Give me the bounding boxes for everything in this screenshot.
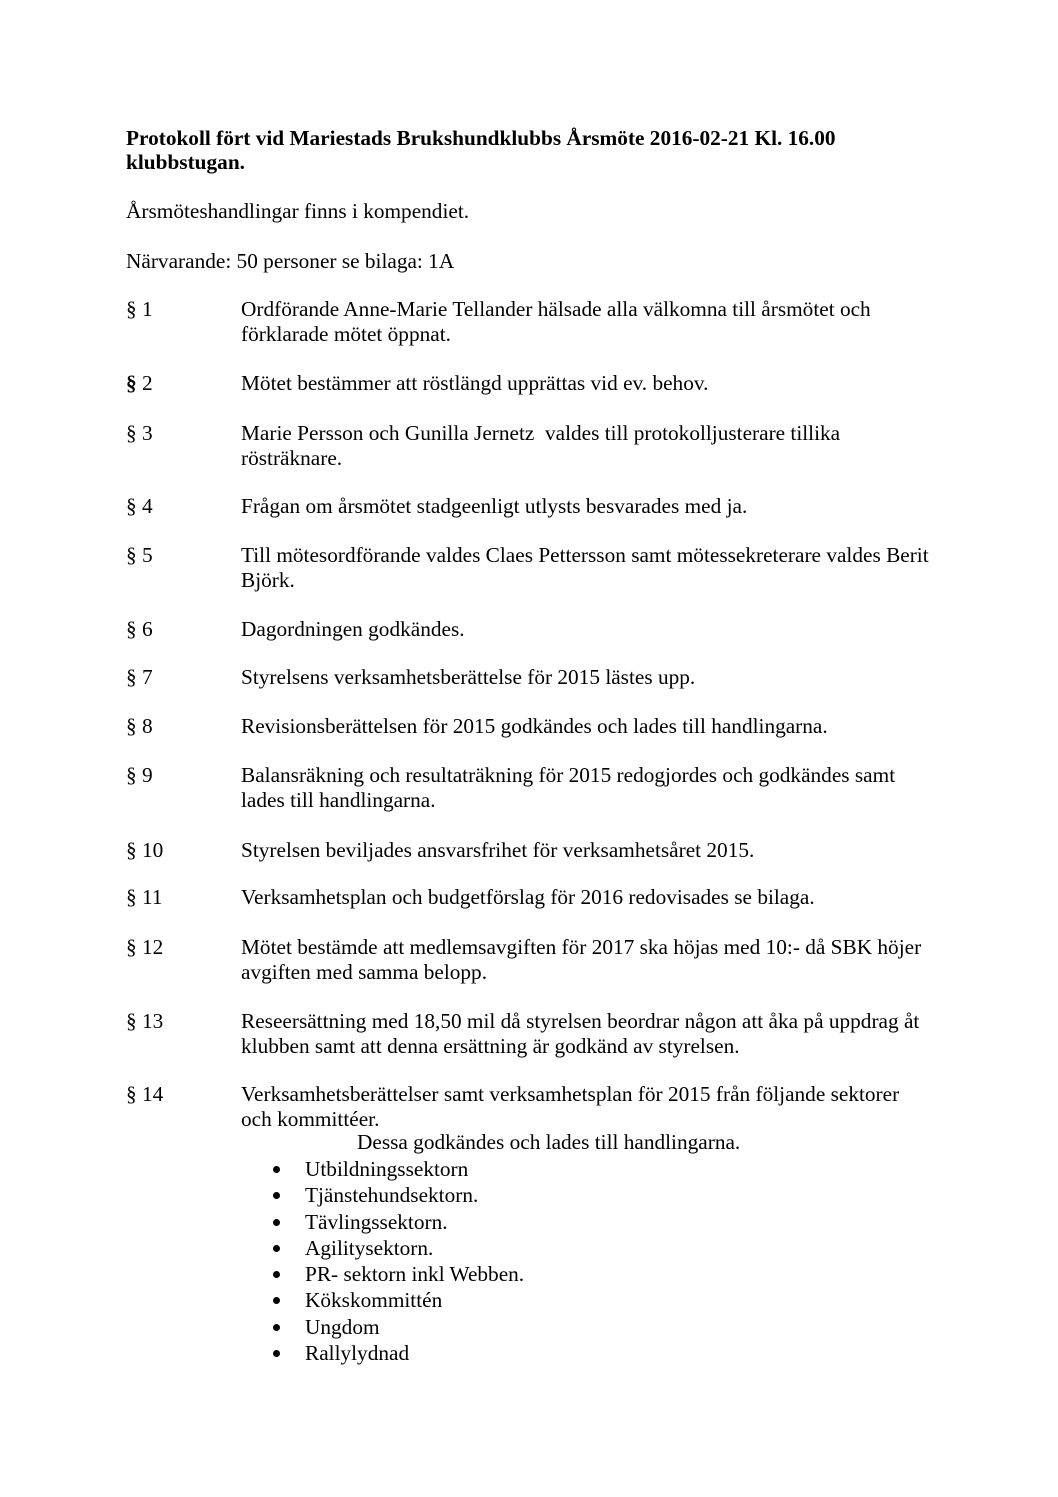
section-number [126, 421, 153, 446]
list-item-label: Agilitysektorn. [305, 1235, 434, 1260]
section-symbol: § [126, 1082, 137, 1106]
section-text-line: Till mötesordförande valdes Claes Pettersson samt mötessekreterare valdes Berit [241, 543, 929, 567]
list-item [0, 1287, 700, 1313]
section-number-value: 3 [141, 421, 153, 445]
bullet-icon [273, 1297, 280, 1304]
section-text [241, 297, 871, 347]
section-text [241, 714, 828, 739]
list-item [0, 1235, 700, 1261]
section-text [241, 665, 695, 690]
section-number-value: 4 [141, 494, 153, 518]
section-text [241, 617, 465, 642]
section-number-value: 12 [141, 935, 164, 959]
list-item-label: Utbildningssektorn [305, 1157, 469, 1181]
section-symbol: § [126, 838, 137, 862]
section-text-line: avgiften med samma belopp. [241, 960, 488, 984]
section-number-value: 6 [141, 617, 153, 641]
section-number [126, 665, 153, 690]
section-symbol: § [126, 935, 137, 959]
sector-committee-list [0, 1156, 700, 1366]
section-number [126, 297, 153, 322]
document-title [126, 126, 836, 174]
section-number-value: 7 [141, 665, 153, 689]
list-item [0, 1314, 700, 1340]
intro-attendance: Närvarande: 50 personer se bilaga: 1A [126, 249, 455, 273]
section-number-value: 5 [141, 543, 153, 567]
section-number [126, 1082, 163, 1107]
section-number-value: 10 [141, 838, 164, 862]
section-text [241, 494, 747, 519]
section-text [241, 763, 895, 813]
section-number [126, 371, 153, 396]
bullet-icon [273, 1245, 280, 1252]
section-symbol: § [126, 763, 137, 787]
list-item [0, 1209, 700, 1235]
list-item-label: PR- sektorn inkl Webben. [305, 1262, 525, 1287]
section-symbol: § [126, 714, 137, 738]
section-text-line: Verksamhetsplan och budgetförslag för 2016 redovisades se bilaga. [241, 885, 815, 909]
bullet-icon [273, 1219, 280, 1226]
section-text-line: Ordförande Anne-Marie Tellander hälsade alla välkomna till årsmötet och [241, 297, 871, 321]
list-item [0, 1340, 700, 1366]
section-symbol: § [126, 371, 137, 395]
list-item [0, 1182, 700, 1208]
bullet-icon [273, 1271, 280, 1278]
section-number-value: 9 [141, 763, 153, 787]
section-number-value: 11 [141, 885, 163, 909]
section-text-line: Frågan om årsmötet stadgeenligt utlysts besvarades med ja. [241, 494, 748, 518]
document-title-line: Protokoll fört vid Mariestads Brukshundklubbs Årsmöte 2016-02-21 Kl. 16.00 [126, 126, 836, 150]
list-item-label: Rallylydnad [305, 1341, 410, 1366]
section-number [126, 885, 163, 910]
list-item-label: Tjänstehundsektorn. [305, 1183, 479, 1208]
section-number-value: 2 [141, 371, 153, 395]
section-text [241, 421, 840, 471]
section-text [241, 543, 929, 593]
section-text-line: Björk. [241, 568, 295, 592]
section-text-line: förklarade mötet öppnat. [241, 322, 451, 346]
bullet-icon [273, 1324, 280, 1331]
section-symbol: § [126, 543, 137, 567]
section-number-value: 1 [141, 297, 153, 321]
section-text-line: Styrelsens verksamhetsberättelse för 2015 lästes upp. [241, 665, 696, 689]
section-text-line: Revisionsberättelsen för 2015 godkändes och lades till handlingarna. [241, 714, 828, 738]
section-symbol: § [126, 885, 137, 909]
section-number-value: 8 [141, 714, 153, 738]
list-item-label: Tävlingssektorn. [305, 1209, 448, 1234]
section-symbol: § [126, 665, 137, 689]
section-text-line: Styrelsen beviljades ansvarsfrihet för verksamhetsåret 2015. [241, 838, 755, 862]
section-number [126, 1009, 163, 1034]
section-number [126, 543, 153, 568]
document-title-line: klubbstugan. [126, 150, 245, 174]
section-number-value: 13 [141, 1009, 164, 1033]
section-text [241, 935, 921, 985]
list-item-label: Ungdom [305, 1314, 380, 1339]
section-text-line: Marie Persson och Gunilla Jernetz valdes till protokolljusterare tillika [241, 421, 841, 445]
section-text-line: lades till handlingarna. [241, 788, 436, 812]
section-text-line: Mötet bestämmer att röstlängd upprättas vid ev. behov. [241, 371, 709, 395]
section-text [241, 838, 754, 863]
section-14-approval-note: Dessa godkändes och lades till handlingarna. [357, 1130, 741, 1154]
section-text-line: Reseersättning med 18,50 mil då styrelsen beordrar någon att åka på uppdrag åt [241, 1009, 920, 1033]
section-number [126, 838, 163, 863]
section-text [241, 371, 708, 396]
section-text [241, 1082, 899, 1132]
section-number [126, 935, 163, 960]
bullet-icon [273, 1166, 280, 1173]
section-text [241, 885, 815, 910]
bullet-icon [273, 1350, 280, 1357]
section-number-value: 14 [141, 1082, 164, 1106]
section-number [126, 763, 153, 788]
section-symbol: § [126, 1009, 137, 1033]
section-number [126, 617, 153, 642]
section-symbol: § [126, 297, 137, 321]
section-symbol: § [126, 421, 137, 445]
section-text-line: Verksamhetsberättelser samt verksamhetsplan för 2015 från följande sektorer [241, 1082, 900, 1106]
section-text-line: rösträknare. [241, 446, 343, 470]
section-symbol: § [126, 494, 137, 518]
section-text [241, 1009, 919, 1059]
bullet-icon [273, 1192, 280, 1199]
section-symbol: § [126, 617, 137, 641]
section-number [126, 494, 153, 519]
list-item [0, 1261, 700, 1287]
section-text-line: Mötet bestämde att medlemsavgiften för 2017 ska höjas med 10:- då SBK höjer [241, 935, 922, 959]
section-text-line: Balansräkning och resultaträkning för 2015 redogjordes och godkändes samt [241, 763, 896, 787]
section-text-line: och kommittéer. [241, 1107, 380, 1131]
intro-documents-note: Årsmöteshandlingar finns i kompendiet. [126, 199, 470, 223]
list-item-label: Kökskommittén [305, 1288, 443, 1313]
section-text-line: klubben samt att denna ersättning är godkänd av styrelsen. [241, 1034, 740, 1058]
list-item [0, 1156, 700, 1182]
section-text-line: Dagordningen godkändes. [241, 617, 465, 641]
section-number [126, 714, 153, 739]
